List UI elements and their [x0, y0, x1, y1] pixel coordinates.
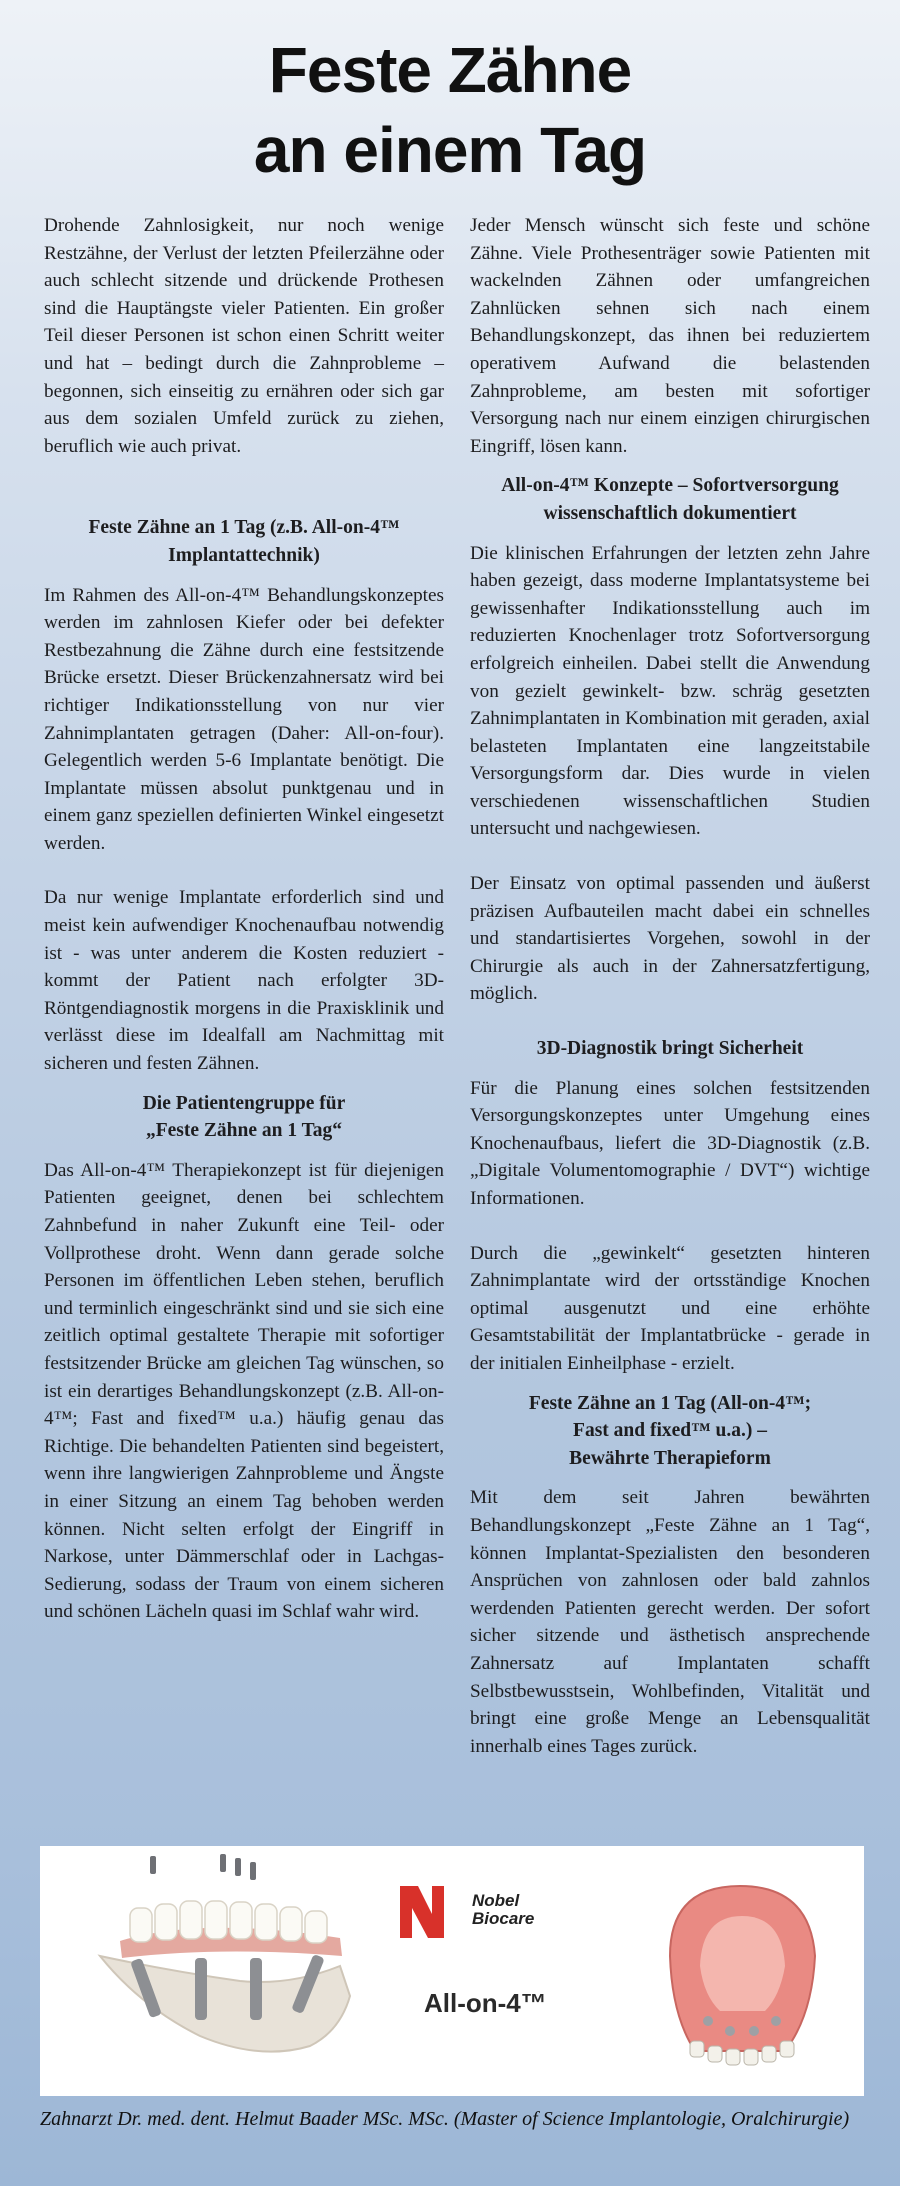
heading-line: Die Patientengruppe für: [142, 1092, 346, 1114]
brand-name: [472, 1892, 534, 1928]
heading-line: Bewährte Therapieform: [569, 1447, 771, 1469]
title-line-2: an einem Tag: [253, 114, 647, 186]
heading-3d-diagnostik: 3D-Diagnostik bringt Sicherheit: [536, 1038, 804, 1060]
heading-line: „Feste Zähne an 1 Tag“: [145, 1120, 343, 1142]
heading-line: Fast and fixed™ u.a.) –: [573, 1420, 767, 1442]
heading-line: Feste Zähne an 1 Tag (z.B. All-on-4™: [88, 517, 400, 539]
left-column: [44, 212, 444, 1626]
jaw-implant-icon: [100, 1854, 350, 2052]
heading-therapieform: [470, 1390, 870, 1473]
nobel-biocare-logo: [400, 1886, 444, 1938]
all-on-4-illustration: [40, 1846, 864, 2096]
implantattechnik-paragraph: Im Rahmen des All-on-4™ Behandlungskonzeptes werden im zahnlosen Kiefer oder bei defekter Restbezahnung die Zähne durch eine festsitzende Brücke ersetzt. Dieser Brückenzahnersatz wird bei richtiger Indikationsstellung von nur vier Zahnimplantaten getragen (Daher: All-on-four). Gelegentlich werden 5-6 Implantate benötigt. Die Implantate müssen absolut punktgenau und in einem ganz speziellen definierten Winkel eingesetzt werden.: [44, 584, 444, 854]
heading-line: Implantattechnik): [168, 544, 320, 566]
wunsch-paragraph: Jeder Mensch wünscht sich feste und schöne Zähne. Viele Prothesenträger sowie Patienten mit wackelnden Zähnen oder umfangreichen Zahnlücken sehnen sich nach einem Behandlungskonzept, das ihnen bei reduziertem operativem Aufwand die belastenden Zahnprobleme, am besten mit sofortiger Versorgung nach nur einem einzigen chirurgischen Eingriff, lösen kann.: [470, 215, 870, 457]
brand-line: Nobel: [472, 1891, 520, 1910]
page-title: [0, 30, 900, 190]
gewinkelt-paragraph: Durch die „gewinkelt“ gesetzten hinteren Zahnimplantate wird der ortsständige Knochen optimal ausgenutzt und eine erhöhte Gesamtstabilität der Implantatbrücke - gerade in der initialen Einheilphase - erzielt.: [470, 1242, 870, 1374]
author-caption: Zahnarzt Dr. med. dent. Helmut Baader MSc. MSc. (Master of Science Implantologie, Oralchirurgie): [40, 2108, 850, 2130]
heading-sofortversorgung: All-on-4™ Konzepte – Sofortversorgung wissenschaftlich dokumentiert: [501, 475, 839, 524]
diagnostik-paragraph: Für die Planung eines solchen festsitzenden Versorgungskonzeptes unter Umgehung eines Knochenaufbaus, liefert die 3D-Diagnostik (z.B. „Digitale Volumentomographie / DVT“) wichtige Informationen.: [470, 1077, 870, 1209]
bewaehrt-paragraph: Mit dem seit Jahren bewährten Behandlungskonzept „Feste Zähne an 1 Tag“, können Implantat-Spezialisten den besonderen Ansprüchen von zahnlosen oder bald zahnlos werdenden Patienten gerecht werden. Der sofort sicher sitzende und ästhetisch ansprechende Zahnersatz auf Implantaten schafft Selbstbewusstsein, Wohlbefinden, Vitalität und bringt eine große Menge an Lebensqualität innerhalb eines Tages zurück.: [470, 1487, 870, 1757]
heading-line: Feste Zähne an 1 Tag (All-on-4™;: [528, 1392, 812, 1414]
right-column: [470, 212, 870, 1760]
upper-arch-icon: [670, 1886, 815, 2065]
patientengruppe-paragraph: Das All-on-4™ Therapiekonzept ist für diejenigen Patienten geeignet, denen bei schlechtem Zahnbefund in naher Zukunft eine Teil- oder Vollprothese droht. Wenn dann gerade solche Personen im öffentlichen Leben stehen, beruflich und terminlich eingeschränkt sind und sie sich eine zeitlich optimal gestaltete Therapie mit sofortiger festsitzender Brücke am gleichen Tag wünschen, so ist ein derartiges Behandlungskonzept (z.B. All-on-4™; Fast and fixed™ u.a.) häufig genau das Richtige. Die behandelten Patienten sind begeistert, wenn ihre langwierigen Zahnprobleme und Ängste in einer Sitzung an einem Tag behoben werden können. Nicht selten erfolgt der Eingriff in Narkose, unter Dämmerschlaf oder in Lachgas-Sedierung, sodass der Traum von einem sicheren und schönen Lächeln quasi im Schlaf wahr wird.: [44, 1159, 444, 1623]
brand-line: Biocare: [472, 1909, 535, 1928]
product-label: All-on-4™: [424, 1988, 547, 2018]
aufbauteile-paragraph: Der Einsatz von optimal passenden und äußerst präzisen Aufbauteilen macht dabei ein schnelles und standartisiertes Vorgehen, sowohl in der Chirurgie als auch in der Zahnersatzfertigung, möglich.: [470, 873, 870, 1005]
erfahrungen-paragraph: Die klinischen Erfahrungen der letzten zehn Jahre haben gezeigt, dass moderne Implantatsysteme bei gewissenhafter Indikationsstellung auch im reduzierten Knochenlager trotz Sofortversorgung erfolgreich einheilen. Dabei stellt die Anwendung von gezielt gewinkelt- bzw. schräg gesetzten Zahnimplantaten in Kombination mit geraden, axial belasteten Implantaten eine langzeitstabile Versorgungsform dar. Dies wurde in vielen verschiedenen wissenschaftlichen Studien untersucht und nachgewiesen.: [470, 542, 870, 840]
intro-paragraph: Drohende Zahnlosigkeit, nur noch wenige Restzähne, der Verlust der letzten Pfeilerzähne oder auch schlecht sitzende und drückende Prothesen sind die Hauptängste vieler Patienten. Ein großer Teil dieser Personen ist schon einen Schritt weiter und hat – bedingt durch die Zahnprobleme – begonnen, sich einseitig zu ernähren oder sich gar aus dem sozialen Umfeld zurück zu ziehen, beruflich wie auch privat.: [44, 215, 444, 457]
title-line-1: Feste Zähne: [268, 34, 632, 106]
dental-illustration: [40, 1846, 864, 2096]
heading-patientengruppe: [44, 1090, 444, 1145]
kosten-paragraph: Da nur wenige Implantate erforderlich sind und meist kein aufwendiger Knochenaufbau notwendig ist - was unter anderem die Kosten reduziert - kommt der Patient nach erfolgter 3D-Röntgendiagnostik morgens in die Praxisklinik und verlässt diese im Idealfall am Nachmittag mit sicheren und festen Zähnen.: [44, 887, 444, 1075]
heading-implantattechnik: [44, 514, 444, 569]
